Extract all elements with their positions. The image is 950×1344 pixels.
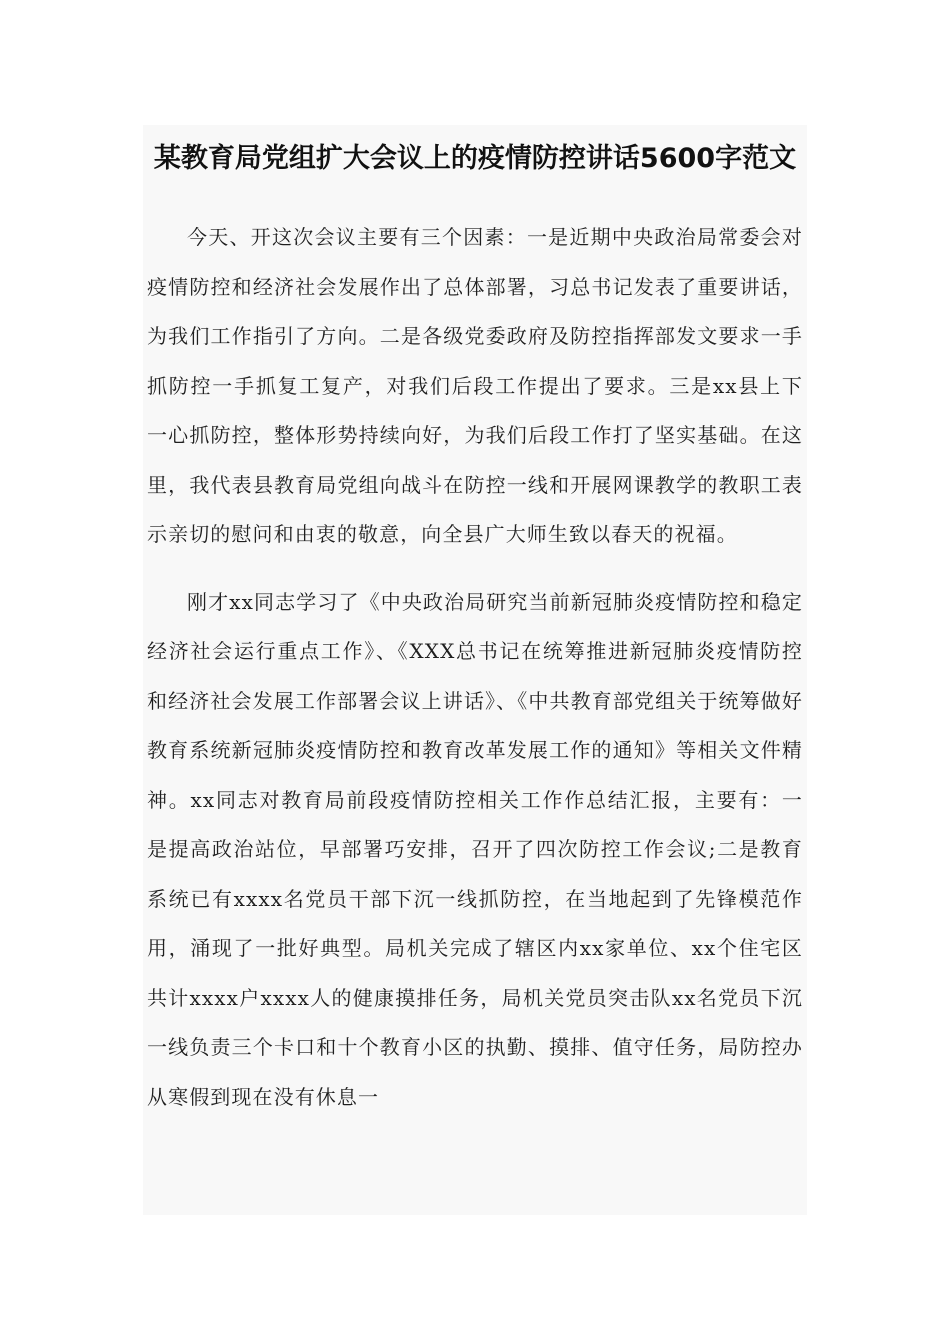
document-title: 某教育局党组扩大会议上的疫情防控讲话5600字范文 [153,143,797,174]
document-page [143,125,807,1215]
paragraph-1: 今天、开这次会议主要有三个因素：一是近期中央政治局常委会对疫情防控和经济社会发展作出了总体部署，习总书记发表了重要讲话，为我们工作指引了方向。二是各级党委政府及防控指挥部发文要求一手抓防控一手抓复工复产，对我们后段工作提出了要求。三是xx县上下一心抓防控，整体形势持续向好，为我们后段工作打了坚实基础。在这里，我代表县教育局党组向战斗在防控一线和开展网课教学的教职工表示亲切的慰问和由衷的敬意，向全县广大师生致以春天的祝福。 [147,225,803,546]
paragraph-2: 刚才xx同志学习了《中央政治局研究当前新冠肺炎疫情防控和稳定经济社会运行重点工作》、《XXX总书记在统筹推进新冠肺炎疫情防控和经济社会发展工作部署会议上讲话》、《中共教育部党组关于统筹做好教育系统新冠肺炎疫情防控和教育改革发展工作的通知》等相关文件精神。xx同志对教育局前段疫情防控相关工作作总结汇报，主要有：一是提高政治站位，早部署巧安排，召开了四次防控工作会议;二是教育系统已有xxxx名党员干部下沉一线抓防控，在当地起到了先锋模范作用，涌现了一批好典型。局机关完成了辖区内xx家单位、xx个住宅区共计xxxx户xxxx人的健康摸排任务，局机关党员突击队xx名党员下沉一线负责三个卡口和十个教育小区的执勤、摸排、值守任务，局防控办从寒假到现在没有休息一 [147,589,803,1109]
document-body [143,213,807,1122]
